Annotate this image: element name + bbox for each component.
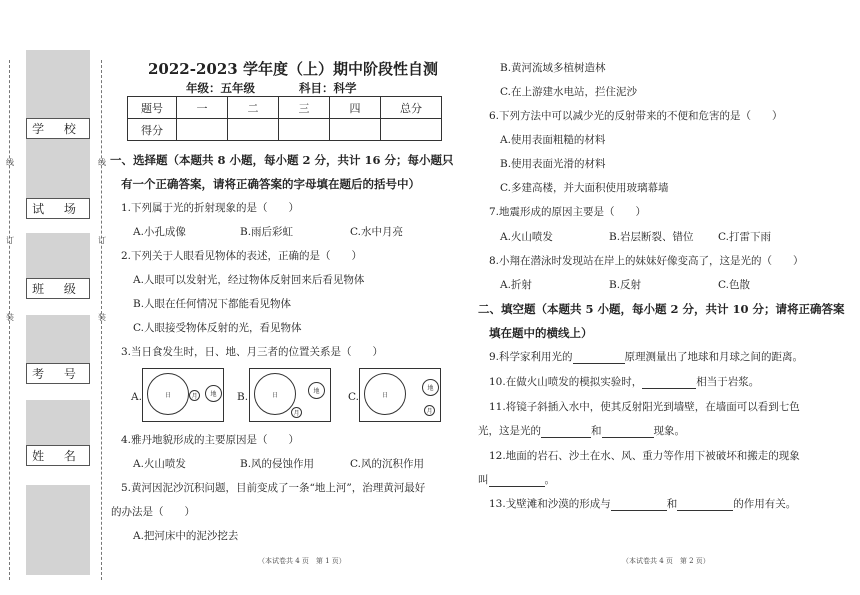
q7-option-c: C.打雷下雨 bbox=[718, 231, 771, 243]
score-table-header bbox=[128, 97, 442, 119]
exam-title: 2022-2023 学年度（上）期中阶段性自测 bbox=[148, 60, 438, 78]
earth-circle: 地 bbox=[422, 379, 439, 396]
q4-option-b: B.风的侵蚀作用 bbox=[240, 458, 315, 470]
q3-option-c-label: C. bbox=[348, 391, 359, 403]
q11-line2 bbox=[478, 424, 685, 438]
q5-stem-line1: 5.黄河因泥沙沉积问题，目前变成了一条“地上河”，治理黄河最好 bbox=[121, 482, 426, 494]
q1-stem: 1.下列属于光的折射现象的是（ ） bbox=[121, 202, 300, 214]
sun-circle: 日 bbox=[147, 373, 189, 415]
sun-circle: 日 bbox=[254, 373, 296, 415]
q2-option-c: C.人眼接受物体反射的光，看见物体 bbox=[133, 322, 302, 334]
q11-blank-1[interactable] bbox=[541, 425, 591, 438]
binding-char-line: 线 bbox=[6, 158, 14, 167]
q1-option-c: C.水中月亮 bbox=[350, 226, 403, 238]
school-field-label: 学 校 bbox=[26, 118, 90, 139]
q7-stem: 7.地震形成的原因主要是（ ） bbox=[489, 206, 647, 218]
q1-option-b: B.雨后彩虹 bbox=[240, 226, 294, 238]
sun-circle: 日 bbox=[364, 373, 406, 415]
section2-heading-line2: 填在题中的横线上） bbox=[489, 326, 593, 340]
q13 bbox=[489, 497, 796, 511]
binding-char-bind: 装 bbox=[6, 313, 14, 322]
q8-stem: 8.小翔在潜泳时发现站在岸上的妹妹好像变高了，这是光的（ ） bbox=[489, 255, 804, 267]
q12-line2 bbox=[478, 473, 555, 487]
q9-text-post: 原理测量出了地球和月球之间的距离。 bbox=[624, 351, 804, 363]
page-footer-left: （本试卷共 4 页 第 1 页） bbox=[258, 557, 346, 565]
q11-line1: 11.将镜子斜插入水中，使其反射阳光到墙壁，在墙面可以看到七色 bbox=[489, 401, 800, 413]
q12-line1: 12.地面的岩石、沙土在水、风、重力等作用下被破坏和搬走的现象 bbox=[489, 450, 800, 462]
q2-stem: 2.下列关于人眼看见物体的表述，正确的是（ ） bbox=[121, 250, 363, 262]
q7-option-a: A.火山喷发 bbox=[500, 231, 553, 243]
score-header-cell: 总分 bbox=[381, 97, 442, 119]
moon-circle: 月 bbox=[424, 405, 435, 416]
moon-circle: 月 bbox=[189, 390, 200, 401]
section1-heading-line2: 有一个正确答案，请将正确答案的字母填在题后的括号中） bbox=[121, 177, 420, 191]
binding-strip-top bbox=[26, 50, 90, 120]
q4-option-c: C.风的沉积作用 bbox=[350, 458, 424, 470]
q6-option-c: C.多建高楼，并大面积使用玻璃幕墙 bbox=[500, 182, 669, 194]
q3-stem: 3.当日食发生时，日、地、月三者的位置关系是（ ） bbox=[121, 346, 384, 358]
score-header-cell: 三 bbox=[279, 97, 330, 119]
q13-text-post: 的作用有关。 bbox=[733, 498, 797, 510]
page-footer-right: （本试卷共 4 页 第 2 页） bbox=[622, 557, 710, 565]
score-row-label: 得分 bbox=[128, 119, 177, 141]
q11-blank-2[interactable] bbox=[602, 425, 654, 438]
exam-number-field-label: 考 号 bbox=[26, 363, 90, 384]
q9-blank[interactable] bbox=[573, 351, 625, 364]
grade-label: 年级：五年级 bbox=[186, 81, 255, 95]
score-header-cell: 四 bbox=[330, 97, 381, 119]
section1-heading-line1: 一、选择题（本题共 8 小题，每小题 2 分，共计 16 分；每小题只 bbox=[110, 153, 454, 167]
binding-strip-5 bbox=[26, 400, 90, 445]
q4-stem: 4.雅丹地貌形成的主要原因是（ ） bbox=[121, 434, 300, 446]
q10-text-pre: 10.在做火山喷发的模拟实验时， bbox=[489, 376, 643, 388]
q12-blank[interactable] bbox=[489, 474, 545, 487]
exam-room-field-label: 试 场 bbox=[26, 198, 90, 219]
score-cell[interactable] bbox=[381, 119, 442, 141]
q9-text-pre: 9.科学家利用光的 bbox=[489, 351, 573, 363]
q13-text-pre: 13.戈壁滩和沙漠的形成与 bbox=[489, 498, 611, 510]
q11-text-post: 现象。 bbox=[653, 425, 685, 437]
q2-option-b: B.人眼在任何情况下都能看见物体 bbox=[133, 298, 292, 310]
section2-heading-line1: 二、填空题（本题共 5 小题，每小题 2 分，共计 10 分；请将正确答案 bbox=[478, 302, 845, 316]
q11-text-pre: 光，这是光的 bbox=[478, 425, 541, 437]
q5-option-b: B.黄河流域多植树造林 bbox=[500, 62, 606, 74]
q6-option-b: B.使用表面光滑的材料 bbox=[500, 158, 606, 170]
binding-strip-2 bbox=[26, 139, 90, 199]
class-field-label: 班 级 bbox=[26, 278, 90, 299]
score-cell[interactable] bbox=[228, 119, 279, 141]
binding-char-bind-inner: 装 bbox=[98, 313, 106, 322]
q13-blank-2[interactable] bbox=[677, 498, 733, 511]
q12-text-post: 。 bbox=[544, 474, 555, 486]
q5-stem-line2: 的办法是（ ） bbox=[111, 506, 195, 518]
q3-diagram-b bbox=[249, 368, 331, 422]
score-cell[interactable] bbox=[279, 119, 330, 141]
binding-strip-4 bbox=[26, 315, 90, 363]
earth-circle: 地 bbox=[308, 382, 325, 399]
q3-option-a-label: A. bbox=[131, 391, 142, 403]
subject-label: 科目：科学 bbox=[299, 81, 357, 95]
q10 bbox=[489, 375, 759, 389]
q9 bbox=[489, 350, 803, 364]
q11-text-mid: 和 bbox=[591, 425, 602, 437]
earth-circle: 地 bbox=[205, 385, 222, 402]
score-cell[interactable] bbox=[330, 119, 381, 141]
binding-char-line-inner: 线 bbox=[98, 158, 106, 167]
q10-text-post: 相当于岩浆。 bbox=[696, 376, 760, 388]
q5-option-c: C.在上游建水电站，拦住泥沙 bbox=[500, 86, 637, 98]
q10-blank[interactable] bbox=[642, 376, 696, 389]
q8-option-b: B.反射 bbox=[609, 279, 642, 291]
q6-stem: 6.下列方法中可以减少光的反射带来的不便和危害的是（ ） bbox=[489, 110, 783, 122]
q3-diagram-c bbox=[359, 368, 441, 422]
moon-circle: 月 bbox=[291, 407, 302, 418]
score-header-cell: 一 bbox=[177, 97, 228, 119]
q3-option-b-label: B. bbox=[237, 391, 249, 403]
q13-text-mid: 和 bbox=[666, 498, 678, 510]
binding-strip-3 bbox=[26, 233, 90, 278]
q5-option-a: A.把河床中的泥沙挖去 bbox=[133, 530, 239, 542]
score-header-cell: 题号 bbox=[128, 97, 177, 119]
binding-char-order: 订 bbox=[6, 236, 14, 245]
q2-option-a: A.人眼可以发射光，经过物体反射回来后看见物体 bbox=[133, 274, 365, 286]
q1-option-a: A.小孔成像 bbox=[133, 226, 186, 238]
q12-text-pre: 叫 bbox=[478, 474, 489, 486]
binding-strip-bottom bbox=[26, 485, 90, 575]
q13-blank-1[interactable] bbox=[611, 498, 667, 511]
binding-char-order-inner: 订 bbox=[98, 236, 106, 245]
name-field-label: 姓 名 bbox=[26, 445, 90, 466]
q3-diagram-a bbox=[142, 368, 224, 422]
q8-option-c: C.色散 bbox=[718, 279, 750, 291]
score-header-cell: 二 bbox=[228, 97, 279, 119]
q4-option-a: A.火山喷发 bbox=[133, 458, 186, 470]
score-table-row bbox=[128, 119, 442, 141]
q8-option-a: A.折射 bbox=[500, 279, 532, 291]
score-cell[interactable] bbox=[177, 119, 228, 141]
q6-option-a: A.使用表面粗糙的材料 bbox=[500, 134, 606, 146]
score-table bbox=[127, 96, 442, 141]
q7-option-b: B.岩层断裂、错位 bbox=[609, 231, 694, 243]
